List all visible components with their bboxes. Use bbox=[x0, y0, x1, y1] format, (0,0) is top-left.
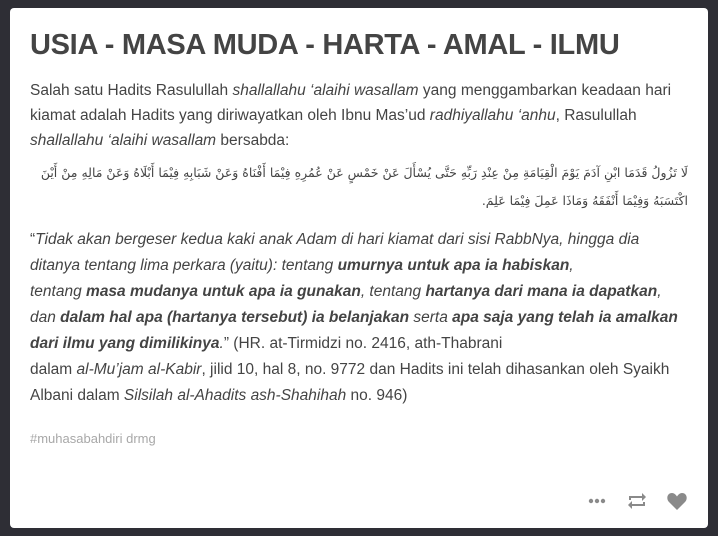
text-run: “ bbox=[30, 231, 36, 248]
text-run: , bbox=[569, 257, 574, 274]
post-title: USIA - MASA MUDA - HARTA - AMAL - ILMU bbox=[30, 29, 620, 61]
text-run: ” (HR. at-Tirmidzi no. 2416, ath-Thabrani bbox=[223, 335, 503, 352]
text-run: dan bbox=[30, 309, 61, 326]
text-run: umurnya untuk apa ia habiskan bbox=[337, 257, 570, 274]
text-run: dalam hal apa (hartanya tersebut) ia belanjakan bbox=[60, 309, 410, 326]
text-run: serta bbox=[409, 309, 453, 326]
text-run: shallallahu ‘alaihi wasallam bbox=[232, 82, 419, 99]
text-run: al-Mu’jam al-Kabir bbox=[76, 361, 202, 378]
text-run: no. 946) bbox=[346, 387, 408, 404]
text-run: tentang bbox=[30, 283, 87, 300]
post-intro bbox=[30, 78, 688, 153]
text-run: Salah satu Hadits Rasulullah bbox=[30, 82, 233, 99]
text-run: , jilid 10, hal 8, no. 9772 dan Hadits ini telah dihasankan oleh Syaikh Albani dalam bbox=[30, 361, 670, 404]
text-run: dalam bbox=[30, 361, 77, 378]
heart-icon[interactable] bbox=[664, 488, 690, 514]
hadith-translation bbox=[30, 227, 688, 409]
post-card bbox=[10, 8, 708, 528]
text-run: apa saja yang telah ia amalkan dari ilmu yang dimilikinya bbox=[30, 309, 678, 352]
more-dots-icon[interactable] bbox=[584, 488, 610, 514]
text-run: , tentang bbox=[360, 283, 426, 300]
text-run: Silsilah al-Ahadits ash-Shahihah bbox=[123, 387, 347, 404]
arabic-hadith-text: لَا تَزُولُ قَدَمَا ابْنِ آدَمَ يَوْمَ الْقِيَامَةِ مِنْ عِنْدِ رَبِّهِ حَتَّى يُسْأَلَ عَنْ خَمْسٍ عَنْ عُمُرِهِ فِيْمَا أَفْنَاهُ وَعَنْ شَبَابِهِ فِيْمَا أَبْلَاهُ وَعَنْ مَالِهِ مِنْ أَيْنَ اكْتَسَبَهُ وَفِيْمَا أَنْفَقَهُ وَمَاذَا عَمِلَ فِيْمَا عَلِمَ. bbox=[40, 165, 688, 208]
text-run: , Rasulullah bbox=[555, 107, 637, 124]
reblog-icon[interactable] bbox=[624, 488, 650, 514]
post-footer-actions bbox=[584, 488, 690, 514]
post-tag[interactable]: #muhasabahdiri drmg bbox=[30, 431, 156, 446]
text-run: radhiyallahu ‘anhu bbox=[429, 107, 556, 124]
text-run: . bbox=[219, 335, 224, 352]
text-run: masa mudanya untuk apa ia gunakan bbox=[86, 283, 361, 300]
text-run: yang menggambarkan keadaan hari kiamat adalah Hadits yang diriwayatkan oleh Ibnu Mas’ud bbox=[30, 82, 672, 124]
text-run: hartanya dari mana ia dapatkan bbox=[425, 283, 658, 300]
text-run: Tidak akan bergeser kedua kaki anak Adam di hari kiamat dari sisi RabbNya, hingga dia ditanya tentang lima perkara (yaitu): tentang bbox=[30, 231, 640, 274]
text-run: bersabda: bbox=[216, 132, 290, 149]
text-run: shallallahu ‘alaihi wasallam bbox=[30, 132, 217, 149]
text-run: , bbox=[657, 283, 662, 300]
